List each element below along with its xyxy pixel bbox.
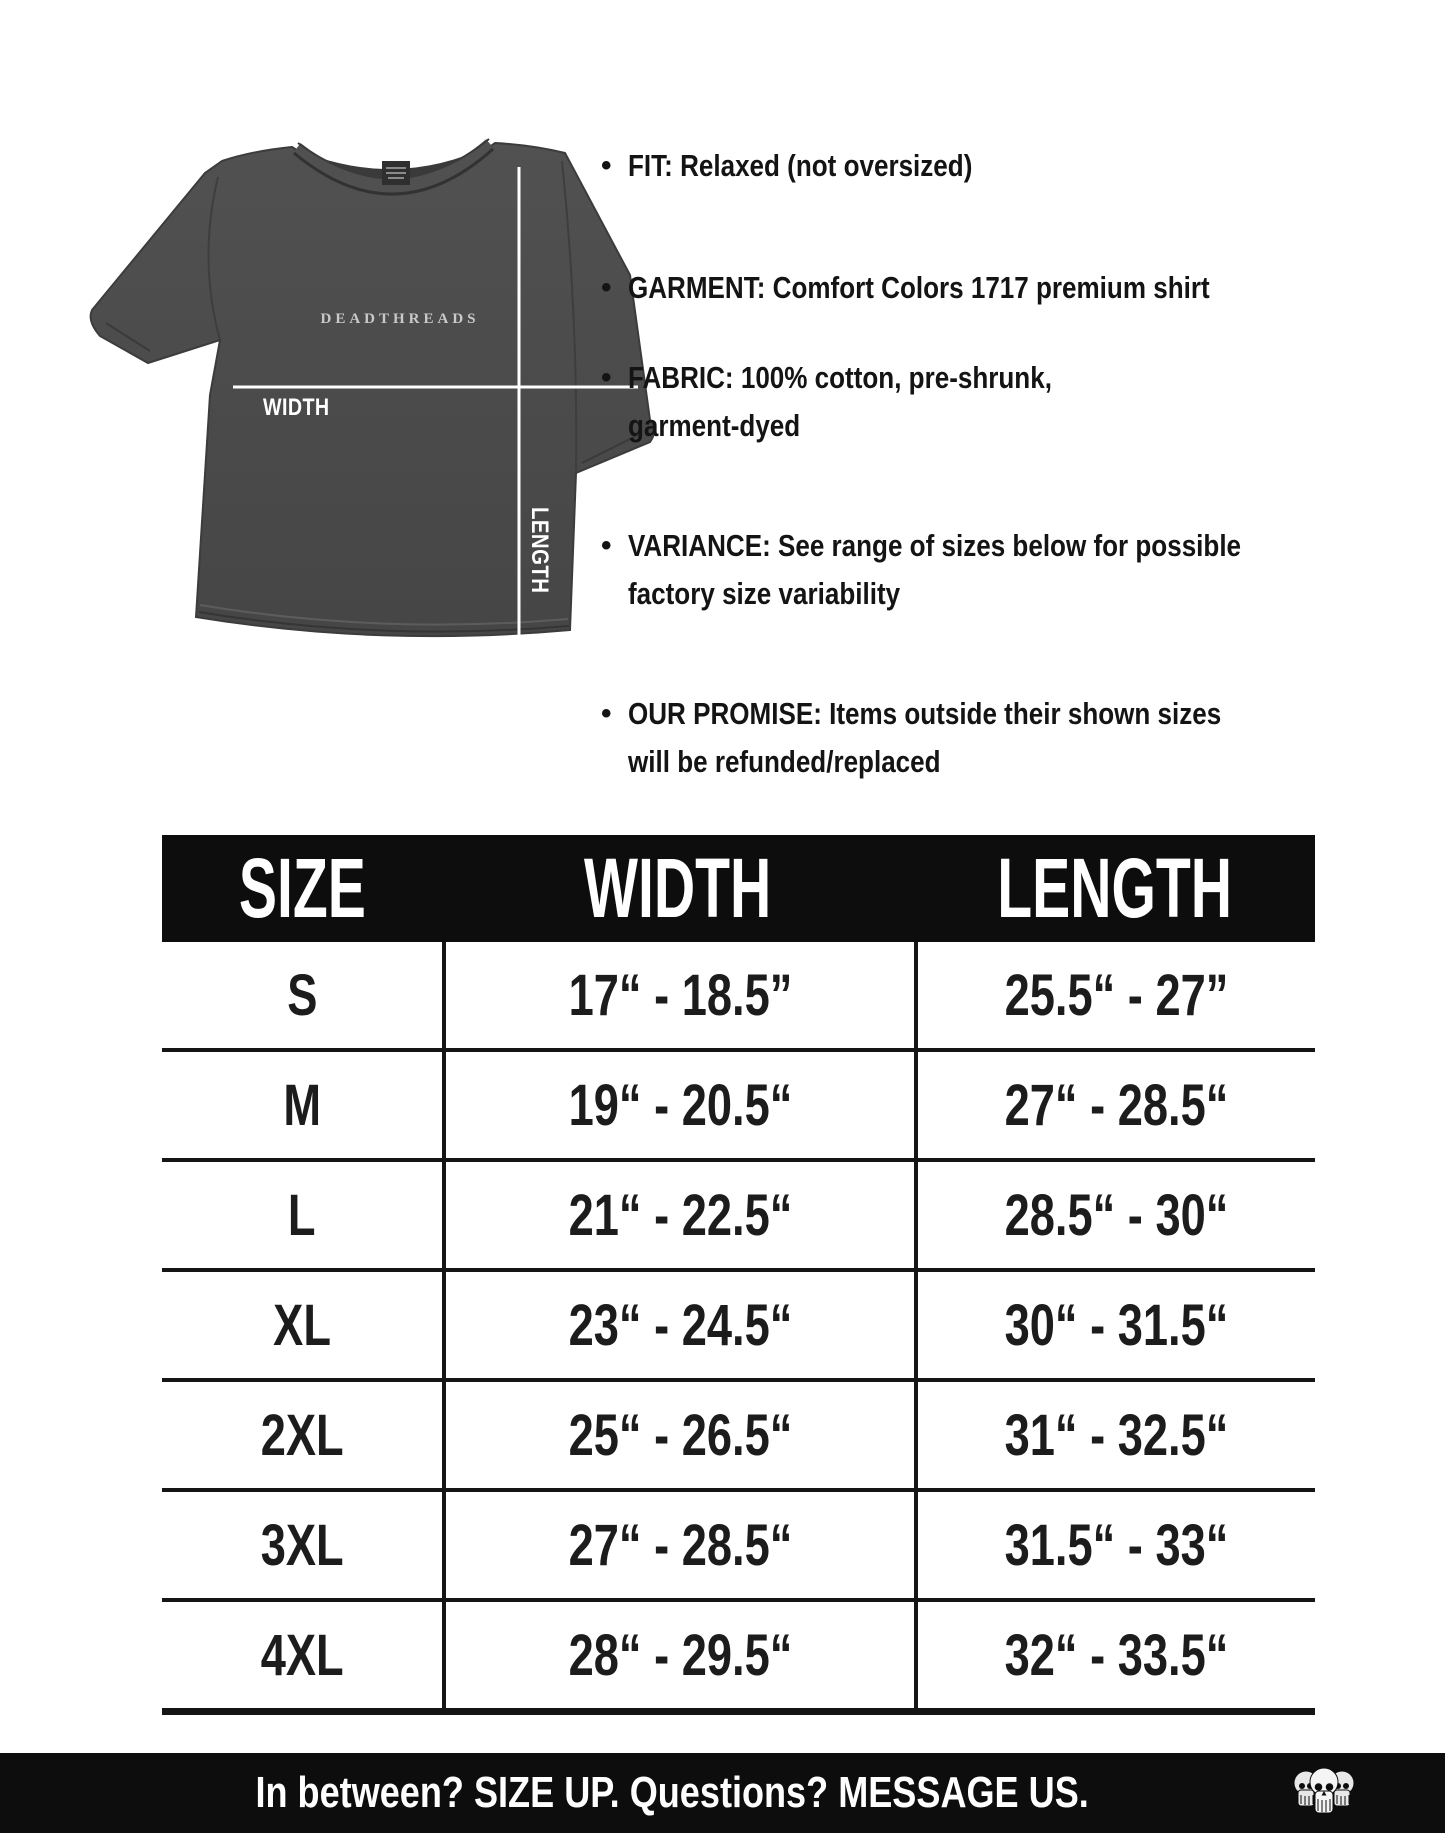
length-measure-label: LENGTH <box>526 507 553 594</box>
table-row <box>162 1488 1315 1598</box>
table-row <box>162 942 1315 1048</box>
bullet-icon: • <box>601 149 612 182</box>
width-cell: 19“ - 20.5“ <box>442 1052 914 1158</box>
width-cell: 27“ - 28.5“ <box>442 1492 914 1598</box>
footer-bar <box>0 1753 1445 1833</box>
list-item-fit <box>601 142 1038 190</box>
length-cell: 30“ - 31.5“ <box>914 1272 1315 1378</box>
tshirt-figure <box>70 95 670 650</box>
list-item-text: GARMENT: Comfort Colors 1717 premium shirt <box>628 270 1210 305</box>
table-row <box>162 1048 1315 1158</box>
length-cell: 31“ - 32.5“ <box>914 1382 1315 1488</box>
width-cell: 28“ - 29.5“ <box>442 1602 914 1708</box>
table-row <box>162 1158 1315 1268</box>
list-item-text: FABRIC: 100% cotton, pre-shrunk, <box>628 360 1052 395</box>
list-item-fabric <box>601 354 1133 450</box>
column-header-size: SIZE <box>238 841 366 935</box>
footer-message: In between? SIZE UP. Questions? MESSAGE US. <box>255 1768 1090 1817</box>
bullet-icon: • <box>601 271 612 304</box>
list-item-text: garment-dyed <box>628 408 801 443</box>
column-header-width: WIDTH <box>584 841 772 935</box>
length-cell: 31.5“ - 33“ <box>914 1492 1315 1598</box>
list-item-text: VARIANCE: See range of sizes below for possible <box>628 528 1242 563</box>
list-item-text: will be refunded/replaced <box>628 744 941 779</box>
list-item-variance <box>601 522 1358 618</box>
size-cell: 2XL <box>260 1402 344 1468</box>
width-cell: 17“ - 18.5” <box>442 942 914 1048</box>
table-header-row <box>162 835 1315 942</box>
width-cell: 23“ - 24.5“ <box>442 1272 914 1378</box>
length-cell: 32“ - 33.5“ <box>914 1602 1315 1708</box>
list-item-text: OUR PROMISE: Items outside their shown sizes <box>628 696 1222 731</box>
size-cell: S <box>286 962 318 1028</box>
three-skulls-icon <box>1291 1767 1357 1819</box>
size-cell: XL <box>273 1292 331 1358</box>
length-cell: 28.5“ - 30“ <box>914 1162 1315 1268</box>
size-cell: 3XL <box>260 1512 344 1578</box>
brand-print-text: DEADTHREADS <box>320 311 480 327</box>
width-measure-label: WIDTH <box>263 394 330 421</box>
size-cell: L <box>288 1182 316 1248</box>
column-header-length: LENGTH <box>997 841 1232 935</box>
tshirt-graphic <box>70 95 670 650</box>
list-item-promise <box>601 690 1334 786</box>
tshirt-body <box>91 143 654 636</box>
size-cell: M <box>283 1072 321 1138</box>
width-cell: 21“ - 22.5“ <box>442 1162 914 1268</box>
list-item-text: FIT: Relaxed (not oversized) <box>628 148 973 183</box>
size-cell: 4XL <box>260 1622 344 1688</box>
table-row <box>162 1268 1315 1378</box>
size-chart-table <box>162 835 1315 1715</box>
bullet-icon: • <box>601 697 612 730</box>
table-body <box>162 942 1315 1715</box>
width-cell: 25“ - 26.5“ <box>442 1382 914 1488</box>
list-item-garment <box>601 264 1320 312</box>
length-cell: 25.5“ - 27” <box>914 942 1315 1048</box>
bullet-icon: • <box>601 529 612 562</box>
list-item-text: factory size variability <box>628 576 901 611</box>
bullet-icon: • <box>601 361 612 394</box>
table-row <box>162 1378 1315 1488</box>
length-cell: 27“ - 28.5“ <box>914 1052 1315 1158</box>
table-row <box>162 1598 1315 1708</box>
